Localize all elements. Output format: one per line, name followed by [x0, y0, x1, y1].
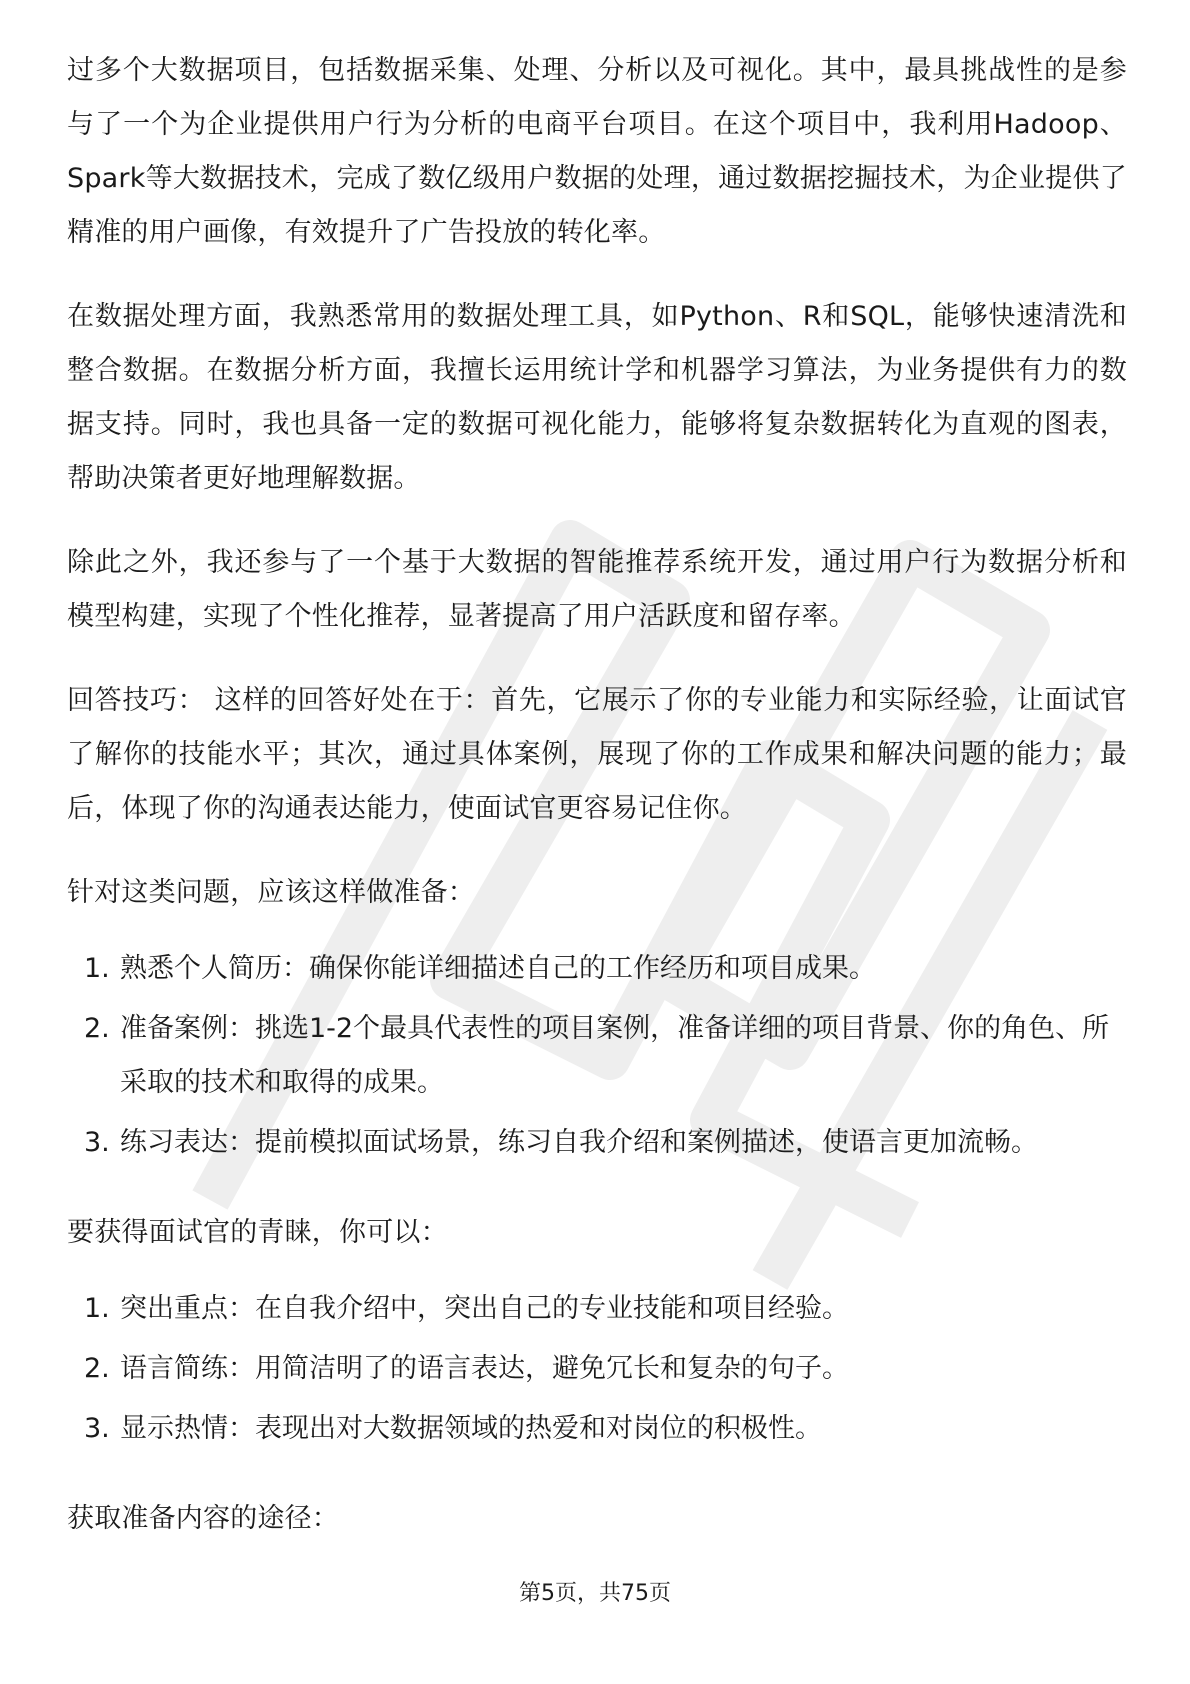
list-text: 准备案例：挑选1-2个最具代表性的项目案例，准备详细的项目背景、你的角色、所采取的技术和取得的成果。 [120, 1013, 1110, 1098]
list-text: 语言简练：用简洁明了的语言表达，避免冗长和复杂的句子。 [120, 1353, 849, 1384]
paragraph-sources-intro: 获取准备内容的途径： [67, 1503, 339, 1534]
list-number: 3. [84, 1413, 110, 1444]
list-number: 1. [84, 953, 110, 984]
paragraph-preparation-intro: 针对这类问题，应该这样做准备： [67, 877, 475, 908]
list-text: 熟悉个人简历：确保你能详细描述自己的工作经历和项目成果。 [120, 953, 876, 984]
paragraph-recommendation-system: 除此之外，我还参与了一个基于大数据的智能推荐系统开发，通过用户行为数据分析和模型构建，实现了个性化推荐，显著提高了用户活跃度和留存率。 [67, 547, 1127, 632]
paragraph-project-experience: 过多个大数据项目，包括数据采集、处理、分析以及可视化。其中，最具挑战性的是参与了一个为企业提供用户行为分析的电商平台项目。在这个项目中，我利用Hadoop、Spark等大数据技术，完成了数亿级用户数据的处理，通过数据挖掘技术，为企业提供了精准的用户画像，有效提升了广告投放的转化率。 [67, 55, 1127, 248]
list-text: 突出重点：在自我介绍中，突出自己的专业技能和项目经验。 [120, 1293, 849, 1324]
preparation-list [67, 942, 1127, 1170]
paragraph-data-skills: 在数据处理方面，我熟悉常用的数据处理工具，如Python、R和SQL，能够快速清洗和整合数据。在数据分析方面，我擅长运用统计学和机器学习算法，为业务提供有力的数据支持。同时，我也具备一定的数据可视化能力，能够将复杂数据转化为直观的图表，帮助决策者更好地理解数据。 [67, 301, 1127, 494]
list-number: 2. [84, 1353, 110, 1384]
list-item [72, 1002, 1127, 1110]
impress-list [67, 1282, 1127, 1456]
list-number: 1. [84, 1293, 110, 1324]
document-body [67, 44, 1127, 1546]
list-number: 2. [84, 1013, 110, 1044]
list-item [72, 1116, 1127, 1170]
list-item [72, 1342, 1127, 1396]
paragraph-impress-intro: 要获得面试官的青睐，你可以： [67, 1217, 448, 1248]
list-item [72, 1402, 1127, 1456]
paragraph-answer-tips: 回答技巧： 这样的回答好处在于：首先，它展示了你的专业能力和实际经验，让面试官了解你的技能水平；其次，通过具体案例，展现了你的工作成果和解决问题的能力；最后，体现了你的沟通表达能力，使面试官更容易记住你。 [67, 685, 1127, 824]
list-item [72, 1282, 1127, 1336]
list-item [72, 942, 1127, 996]
page-number-footer: 第5页，共75页 [519, 1581, 671, 1606]
list-text: 练习表达：提前模拟面试场景，练习自我介绍和案例描述，使语言更加流畅。 [120, 1127, 1038, 1158]
list-text: 显示热情：表现出对大数据领域的热爱和对岗位的积极性。 [120, 1413, 822, 1444]
list-number: 3. [84, 1127, 110, 1158]
